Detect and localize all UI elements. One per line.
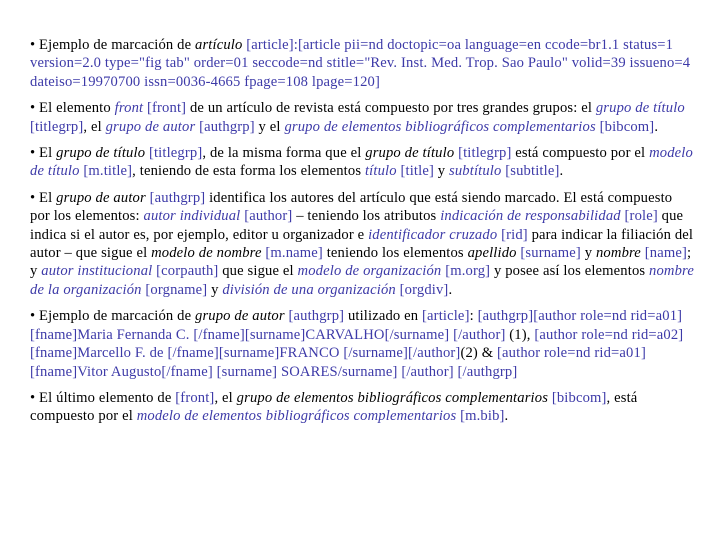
markup-tag: [author role=nd rid=a02][fname]Marcello F. de [/fname][surname]FRANCO [/surname][/author] bbox=[30, 326, 684, 362]
term-text: indicación de responsabilidad bbox=[440, 208, 621, 225]
markup-tag: [author] bbox=[244, 208, 293, 225]
body-text: que sigue el bbox=[218, 263, 298, 280]
term-text: autor institucional bbox=[41, 263, 153, 280]
markup-tag: [role] bbox=[624, 208, 658, 225]
markup-tag: [orgdiv] bbox=[399, 281, 449, 298]
term-text: grupo de elementos bibliográficos complementarios bbox=[284, 118, 596, 135]
term-text: grupo de autor bbox=[195, 308, 285, 325]
term-text: nombre de la organización bbox=[30, 263, 694, 298]
body-text: de un artículo de revista está compuesto por tres grandes grupos: el bbox=[186, 100, 596, 117]
term-text: subtítulo bbox=[449, 163, 502, 180]
term-text: modelo de elementos bibliográficos complementarios bbox=[136, 408, 457, 425]
body-text: para indicar la filiación del autor – que sigue el bbox=[30, 226, 694, 262]
body-text: teniendo los elementos bbox=[322, 245, 468, 262]
markup-tag: [authgrp] bbox=[149, 189, 206, 206]
markup-tag: [authgrp] bbox=[288, 308, 345, 325]
markup-tag: [m.bib] bbox=[460, 408, 505, 425]
body-text: : bbox=[469, 308, 478, 325]
term-text: autor individual bbox=[143, 208, 241, 225]
body-text: y posee así los elementos bbox=[490, 263, 650, 280]
body-text: . bbox=[654, 118, 659, 135]
body-text: y bbox=[207, 281, 223, 298]
body-text: • Ejemplo de marcación de bbox=[30, 308, 196, 325]
markup-tag: [titlegrp] bbox=[30, 118, 84, 135]
body-text: y bbox=[580, 245, 596, 262]
markup-tag: [orgname] bbox=[145, 281, 208, 298]
term-text: apellido bbox=[467, 245, 517, 262]
body-text: y el bbox=[254, 118, 285, 135]
markup-tag: [m.org] bbox=[445, 263, 491, 280]
markup-tag: [m.name] bbox=[265, 245, 323, 262]
markup-tag: [authgrp] bbox=[199, 118, 255, 135]
body-text: – teniendo los atributos bbox=[292, 208, 441, 225]
markup-tag: [article] bbox=[422, 308, 470, 325]
markup-tag: [surname] bbox=[520, 245, 581, 262]
term-text: modelo de organización bbox=[297, 263, 442, 280]
body-text: , teniendo de esta forma los elementos bbox=[132, 163, 365, 180]
body-text: , está compuesto por el bbox=[30, 389, 638, 425]
markup-tag: [bibcom] bbox=[599, 118, 655, 135]
markup-tag: [subtitle] bbox=[505, 163, 560, 180]
body-text: , el bbox=[214, 389, 237, 406]
term-text: front bbox=[114, 100, 144, 117]
term-text: grupo de título bbox=[595, 100, 685, 117]
body-text: identifica los autores del artículo que está siendo marcado. El está compuesto por los elementos: bbox=[30, 189, 673, 225]
body-text: , el bbox=[83, 118, 106, 135]
slide-body bbox=[30, 36, 695, 434]
term-text: grupo de título bbox=[56, 145, 146, 162]
term-text: modelo de nombre bbox=[151, 245, 262, 262]
body-text: • Ejemplo de marcación de bbox=[30, 37, 196, 53]
bullet-bibcom-element bbox=[30, 389, 695, 426]
markup-tag: [front] bbox=[175, 389, 215, 406]
markup-tag: [front] bbox=[147, 100, 187, 117]
body-text: utilizado en bbox=[344, 308, 423, 325]
term-text: nombre bbox=[595, 245, 641, 262]
term-text: grupo de elementos bibliográficos complementarios bbox=[236, 389, 549, 406]
term-text: grupo de autor bbox=[105, 118, 196, 135]
body-text: • El bbox=[30, 145, 57, 162]
body-text: . bbox=[448, 281, 453, 298]
body-text: . bbox=[504, 408, 509, 425]
term-text: artículo bbox=[195, 37, 243, 53]
bullet-title-group bbox=[30, 144, 695, 181]
markup-tag: [rid] bbox=[501, 226, 528, 243]
term-text: grupo de título bbox=[365, 145, 455, 162]
bullet-author-group bbox=[30, 189, 695, 299]
body-text: está compuesto por el bbox=[511, 145, 650, 162]
term-text: título bbox=[364, 163, 397, 180]
markup-tag: [bibcom] bbox=[551, 389, 607, 406]
term-text: identificador cruzado bbox=[368, 226, 498, 243]
body-text: , de la misma forma que el bbox=[202, 145, 366, 162]
body-text: • El elemento bbox=[30, 100, 115, 117]
markup-tag: [article]:[article pii=nd doctopic=oa language=en ccode=br1.1 status=1 version=2.0 type="fig tab" order=01 seccode=nd stitle="Rev. Inst. Med. Trop. Sao Paulo" volid=39 issueno=4 dateiso=19970700 issn=0036-4665 fpage=108 lpage=120] bbox=[30, 37, 691, 90]
markup-tag: [corpauth] bbox=[156, 263, 219, 280]
markup-tag: [authgrp][author role=nd rid=a01][fname]Maria Fernanda C. [/fname][surname]CARVALHO[/surname] [/author] bbox=[30, 308, 683, 343]
body-text: (1), bbox=[505, 326, 535, 343]
body-text: • El último elemento de bbox=[30, 389, 176, 406]
markup-tag: [name] bbox=[644, 245, 687, 262]
markup-tag: [title] bbox=[400, 163, 434, 180]
markup-tag: [titlegrp] bbox=[148, 145, 203, 162]
bullet-author-group-markup-example bbox=[30, 307, 695, 381]
bullet-front-element bbox=[30, 99, 695, 136]
markup-tag: [titlegrp] bbox=[458, 145, 512, 162]
body-text: (2) & bbox=[460, 345, 498, 362]
bullet-article-markup-example bbox=[30, 36, 695, 91]
term-text: modelo de título bbox=[30, 145, 693, 180]
markup-tag: [m.title] bbox=[83, 163, 133, 180]
term-text: división de una organización bbox=[222, 281, 396, 298]
body-text: y bbox=[433, 163, 450, 180]
body-text: ; y bbox=[30, 245, 692, 280]
markup-tag: [author role=nd rid=a01][fname]Vitor Augusto[/fname] [surname] SOARES/surname] [/author] [/authgrp] bbox=[30, 345, 646, 380]
body-text: • El bbox=[30, 189, 57, 206]
body-text: . bbox=[559, 163, 564, 180]
body-text: que indica si el autor es, por ejemplo, editor u organizador e bbox=[30, 208, 684, 243]
term-text: grupo de autor bbox=[56, 189, 146, 206]
